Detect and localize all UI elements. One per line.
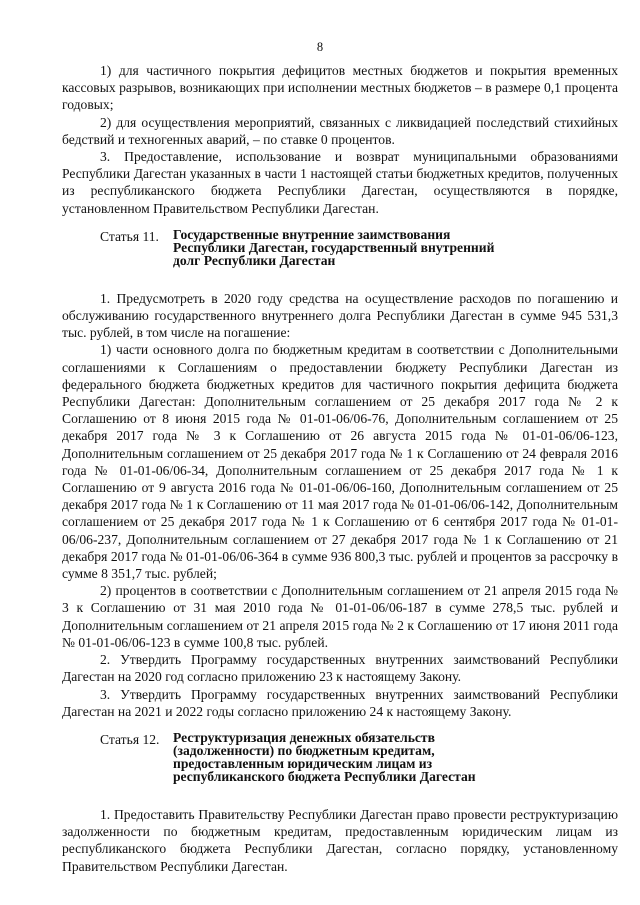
- article-label: Статья 11.: [100, 228, 159, 244]
- paragraph: 1) части основного долга по бюджетным кредитам в соответствии с Дополнительными соглашениями к Соглашениям о предоставлении бюджету Республики Дагестан из федерального бюджета бюджетных кредитов для частичного покрытия дефицита бюджета Республики Дагестан: Дополнительным соглашением от 25 декабря 2017 года № 2 к Соглашению от 8 июня 2015 года № 01-01-06/06-76, Дополнительным соглашением от 25 декабря 2017 года № 3 к Соглашению от 26 августа 2015 года № 01-01-06/06-123, Дополнительным соглашением от 25 декабря 2017 года № 1 к Соглашению от 24 февраля 2016 года № 01-01-06/06-34, Дополнительным соглашением от 25 декабря 2017 года № 1 к Соглашению от 9 августа 2016 года № 01-01-06/06-160, Дополнительным соглашением от 25 декабря 2017 года № 1 к Соглашению от 11 мая 2017 года № 01-01-06/06-142, Дополнительным соглашением от 25 декабря 2017 года № 1 к Соглашению от 6 сентября 2017 года № 01-01-06/06-237, Дополнительным соглашением от 27 декабря 2017 года № 1 к Соглашению от 21 декабря 2017 года № 01-01-06/06-364 в сумме 936 800,3 тыс. рублей и процентов за рассрочку в сумме 8 351,7 тыс. рублей;: [62, 342, 618, 582]
- article-title-line: долг Республики Дагестан: [173, 252, 336, 268]
- paragraph: 3. Предоставление, использование и возврат муниципальными образованиями Республики Дагестан указанных в части 1 настоящей статьи бюджетных кредитов, полученных из республиканского бюджета Республики Дагестан, осуществляются в порядке, установленном Правительством Республики Дагестан.: [62, 149, 618, 216]
- spacer: [62, 796, 618, 806]
- paragraph: 1) для частичного покрытия дефицитов местных бюджетов и покрытия временных кассовых разрывов, возникающих при исполнении местных бюджетов – в размере 0,1 процента годовых;: [62, 63, 618, 113]
- article-title-line: Реструктуризация денежных обязательств: [173, 729, 435, 745]
- spacer: [62, 280, 618, 290]
- page-number: 8: [316, 40, 324, 54]
- article-title-line: Республики Дагестан, государственный внутренний: [173, 239, 495, 255]
- paragraph: 1. Предоставить Правительству Республики Дагестан право провести реструктуризацию задолженности по бюджетным кредитам, предоставленным юридическим лицам из республиканского бюджета Республики Дагестан, согласно порядку, установленному Правительством Республики Дагестан.: [62, 806, 618, 874]
- paragraph: 2) для осуществления мероприятий, связанных с ликвидацией последствий стихийных бедствий и техногенных аварий, – по ставке 0 процентов.: [62, 114, 618, 147]
- article-title-line: Государственные внутренние заимствования: [173, 226, 451, 242]
- paragraph: 1. Предусмотреть в 2020 году средства на осуществление расходов по погашению и обслуживанию государственного внутреннего долга Республики Дагестан в сумме 945 531,3 тыс. рублей, в том числе на погашение:: [62, 290, 618, 341]
- article-title: [173, 228, 593, 267]
- article-label: Статья 12.: [100, 731, 160, 747]
- article-title-line: республиканского бюджета Республики Дагестан: [173, 768, 476, 784]
- article-12-heading: [62, 731, 618, 783]
- paragraph: 3. Утвердить Программу государственных внутренних заимствований Республики Дагестан на 2021 и 2022 годы согласно приложению 24 к настоящему Закону.: [62, 686, 618, 719]
- article-title-line: предоставленным юридическим лицам из: [173, 755, 433, 771]
- paragraph: 2) процентов в соответствии с Дополнительным соглашением от 21 апреля 2015 года № 3 к Соглашению от 31 мая 2010 года № 01-01-06/06-187 в сумме 278,5 тыс. рублей и Дополнительным соглашением от 21 апреля 2015 года № 2 к Соглашению от 17 июня 2011 года № 01-01-06/06-123 в сумме 100,8 тыс. рублей.: [62, 583, 618, 650]
- document-body: [62, 62, 618, 875]
- article-title: [173, 731, 593, 783]
- article-title-line: (задолженности) по бюджетным кредитам,: [173, 742, 435, 758]
- article-11-heading: [62, 228, 618, 267]
- paragraph: 2. Утвердить Программу государственных внутренних заимствований Республики Дагестан на 2020 год согласно приложению 23 к настоящему Закону.: [62, 652, 618, 685]
